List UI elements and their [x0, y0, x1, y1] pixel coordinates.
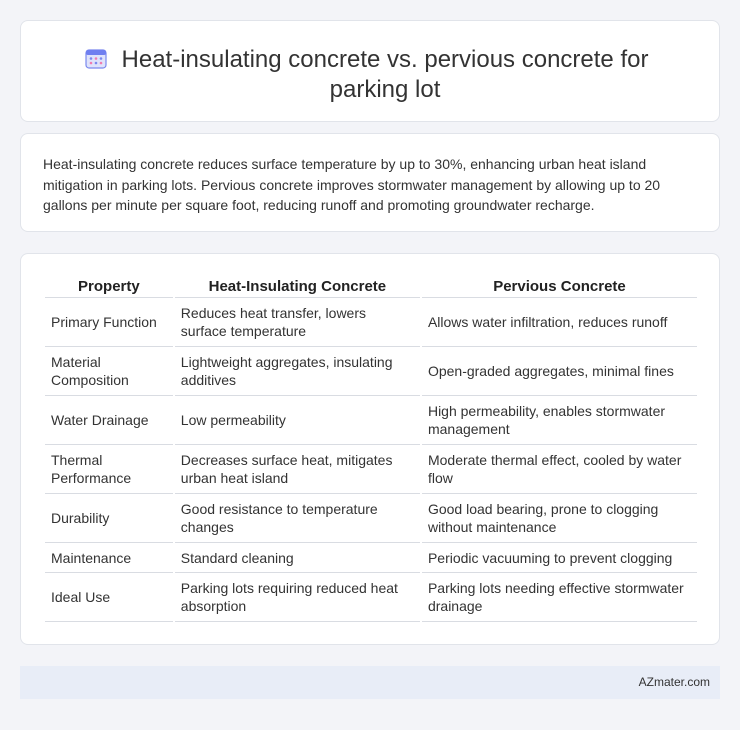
table-cell: Reduces heat transfer, lowers surface temperature [175, 298, 420, 347]
footer-bar [20, 666, 720, 699]
summary-card [20, 133, 720, 232]
comparison-table-card [20, 253, 720, 645]
comparison-table [43, 276, 699, 622]
table-cell: Lightweight aggregates, insulating additives [175, 347, 420, 396]
table-cell: Parking lots needing effective stormwater drainage [422, 573, 697, 622]
footer-site-link[interactable]: AZmater.com [638, 675, 710, 689]
table-cell: Durability [45, 494, 173, 543]
page-title: Heat-insulating concrete vs. pervious concrete for parking lot [121, 46, 649, 103]
table-cell: Primary Function [45, 298, 173, 347]
table-row [45, 494, 697, 543]
table-cell: Periodic vacuuming to prevent clogging [422, 543, 697, 573]
title-card [20, 20, 720, 122]
summary-text: Heat-insulating concrete reduces surface temperature by up to 30%, enhancing urban heat island mitigation in parking lots. Pervious concrete improves stormwater management by allowing up to 20 gallons per minute per square foot, reducing runoff and promoting groundwater recharge. [43, 156, 661, 213]
table-row [45, 573, 697, 622]
header-property: Property [45, 276, 173, 298]
table-cell: Allows water infiltration, reduces runoff [422, 298, 697, 347]
table-row [45, 396, 697, 445]
table-row [45, 543, 697, 573]
table-cell: Thermal Performance [45, 445, 173, 494]
table-cell: Standard cleaning [175, 543, 420, 573]
table-cell: Decreases surface heat, mitigates urban heat island [175, 445, 420, 494]
table-cell: Moderate thermal effect, cooled by water flow [422, 445, 697, 494]
table-cell: Material Composition [45, 347, 173, 396]
table-cell: Low permeability [175, 396, 420, 445]
header-pervious: Pervious Concrete [422, 276, 697, 298]
table-cell: Water Drainage [45, 396, 173, 445]
table-cell: Maintenance [45, 543, 173, 573]
table-row [45, 347, 697, 396]
table-cell: Ideal Use [45, 573, 173, 622]
table-row [45, 298, 697, 347]
table-header-row [45, 276, 697, 298]
table-cell: Open-graded aggregates, minimal fines [422, 347, 697, 396]
table-row [45, 445, 697, 494]
table-cell: Good resistance to temperature changes [175, 494, 420, 543]
header-heat-insulating: Heat-Insulating Concrete [175, 276, 420, 298]
table-cell: Good load bearing, prone to clogging without maintenance [422, 494, 697, 543]
table-cell: Parking lots requiring reduced heat absorption [175, 573, 420, 622]
table-cell: High permeability, enables stormwater management [422, 396, 697, 445]
